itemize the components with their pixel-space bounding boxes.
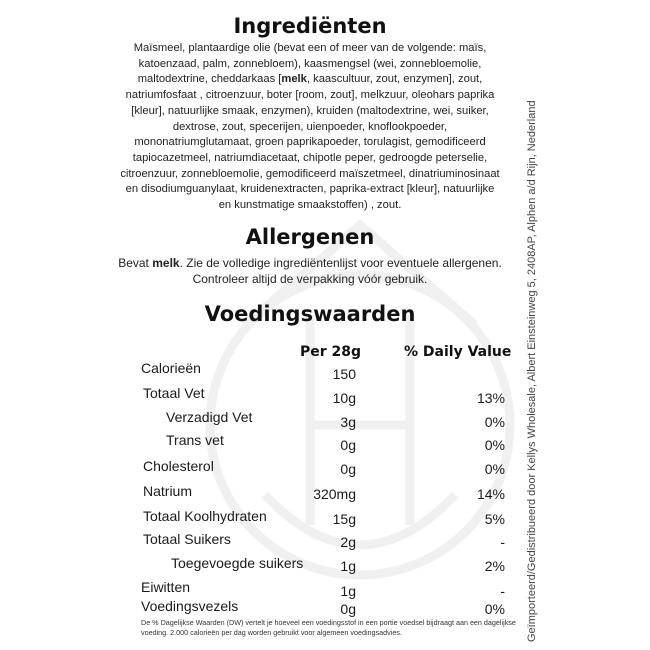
ingredients-text-part2: , kaascultuur, zout, enzymen], zout, natriumfosfaat , citroenzuur, boter [room, zout], melkzuur, oleohars paprika [kleur], natuurlijke smaak, enzymen), kruiden (maltodextrine, wei, suiker, dextrose, zout, specerijen, uienpoeder, knoflookpoeder, mononatriumglutamaat, groen paprikapoeder, torulagist, gemodificeerd tapiocazetmeel, natriumdiacetaat, chipotle peper, gedroogde peterselie, citroenzuur, zonnebloemolie, gemodificeerd maïszetmeel, dinatriuminosinaat en disodiumguanylaat, kruidenextracten, paprika-extract [kleur], natuurlijke en kunstmatige smaakstoffen) , zout. xyxy=(120,73,500,212)
allergens-text-part2: . Zie de volledige ingrediëntenlijst voor eventuele allergenen. Controleer altijd de verpakking vóór gebruik. xyxy=(179,256,502,286)
ingredients-title: Ingrediënten xyxy=(233,14,387,38)
daily-value-header: % Daily Value xyxy=(404,344,512,360)
row-daily-value: 0% xyxy=(484,414,505,430)
row-amount: 3g xyxy=(340,414,356,430)
row-label: Toegevoegde suikers xyxy=(171,555,304,571)
row-amount: 1g xyxy=(340,558,356,574)
row-label: Voedingsvezels xyxy=(141,598,239,614)
row-daily-value: 14% xyxy=(476,486,505,502)
row-label: Totaal Vet xyxy=(143,385,205,401)
row-label: Calorieën xyxy=(141,360,201,376)
row-daily-value: - xyxy=(500,534,505,550)
row-daily-value: 2% xyxy=(484,558,505,574)
row-daily-value: 5% xyxy=(484,511,505,527)
allergens-text-part1: Bevat xyxy=(118,256,153,270)
ingredients-allergen-milk: melk xyxy=(281,73,307,86)
row-amount: 10g xyxy=(332,390,356,406)
row-amount: 0g xyxy=(340,461,356,477)
row-label: Trans vet xyxy=(166,432,224,448)
row-amount: 0g xyxy=(340,437,356,453)
row-daily-value: 0% xyxy=(484,461,505,477)
row-amount: 1g xyxy=(340,583,356,599)
row-amount: 0g xyxy=(340,601,356,617)
importer-address: Geïmporteerd/Gedistribueerd door Kellys Wholesale, Albert Einsteinweg 5, 2408AP, Alphen a/d Rijn, Nederland xyxy=(526,100,538,642)
allergens-text xyxy=(110,256,510,287)
row-daily-value: 0% xyxy=(484,601,505,617)
row-label: Totaal Koolhydraten xyxy=(143,508,267,524)
row-amount: 150 xyxy=(332,366,356,382)
row-label: Totaal Suikers xyxy=(143,531,231,547)
row-label: Eiwitten xyxy=(141,579,191,595)
row-label: Natrium xyxy=(143,483,193,499)
nutrition-title: Voedingswaarden xyxy=(204,302,416,326)
row-label: Verzadigd Vet xyxy=(166,409,253,425)
row-amount: 15g xyxy=(332,511,356,527)
allergens-title: Allergenen xyxy=(245,225,375,249)
row-amount: 320mg xyxy=(313,486,356,502)
allergens-milk: melk xyxy=(152,256,180,270)
row-daily-value: - xyxy=(500,583,505,599)
ingredients-text-part1: Maïsmeel, plantaardige olie (bevat een of meer van de volgende: maïs, katoenzaad, palm, zonnebloem), kaasmengsel (wei, zonnebloemolie, maltodextrine, cheddarkaas [ xyxy=(133,42,487,86)
row-daily-value: 13% xyxy=(476,390,505,406)
daily-value-footnote: De % Dagelijkse Waarden (DW) vertelt je hoeveel een voedingsstof in een portie voedsel bijdraagt aan een dagelijkse voeding. 2.000 calorieën per dag worden gebruikt voor algemeen voedingsadvies. xyxy=(141,618,516,637)
per-serving-header: Per 28g xyxy=(300,344,362,360)
row-daily-value: 0% xyxy=(484,437,505,453)
row-amount: 2g xyxy=(340,534,356,550)
ingredients-text xyxy=(118,41,502,214)
row-label: Cholesterol xyxy=(143,458,214,474)
